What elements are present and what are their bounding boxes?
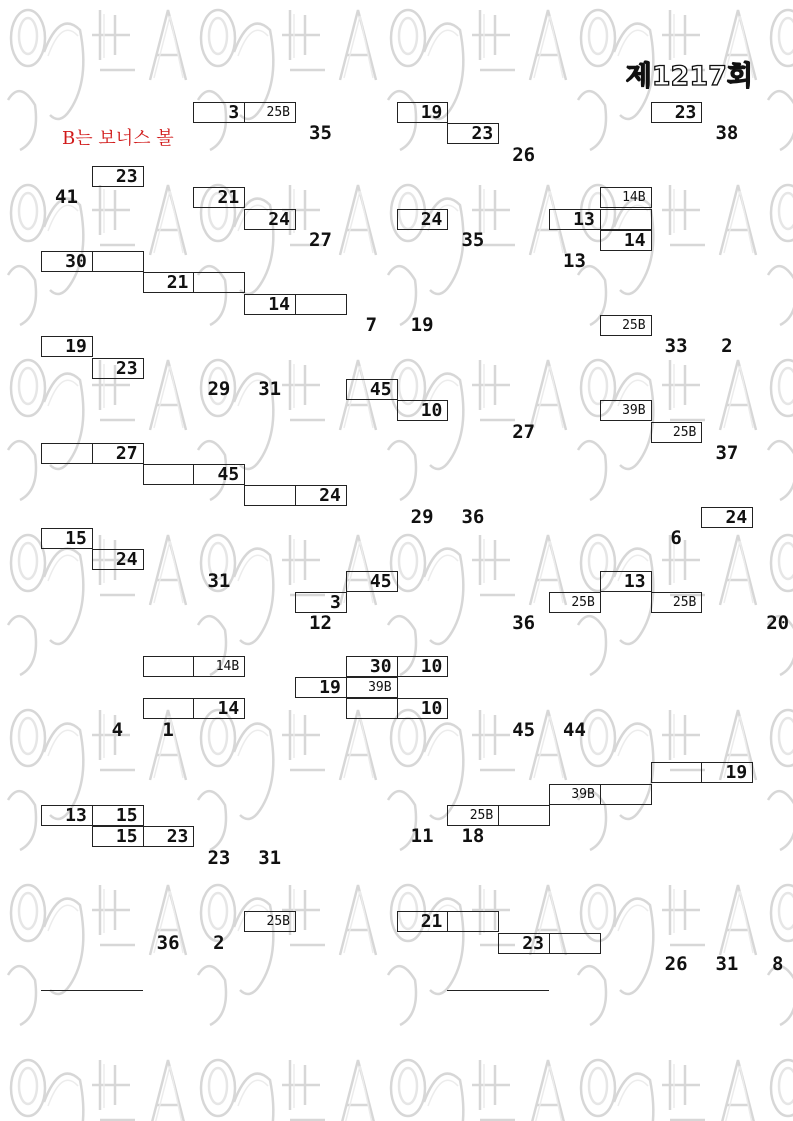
number-box: 45 xyxy=(346,379,398,400)
drawn-number: 26 xyxy=(512,143,536,166)
drawn-number: 37 xyxy=(715,441,739,464)
number-box: 21 xyxy=(397,911,449,932)
number-box: 3 xyxy=(295,592,347,613)
drawn-number: 13 xyxy=(563,250,586,273)
drawn-number: 4 xyxy=(111,718,124,741)
bonus-note: B는 보너스 볼 xyxy=(62,128,174,149)
number-box: 24 xyxy=(92,549,144,570)
bonus-number-box: 25B xyxy=(600,315,652,336)
number-box: 23 xyxy=(447,123,499,144)
drawn-number: 31 xyxy=(207,569,231,592)
number-box xyxy=(244,485,296,506)
number-box xyxy=(295,294,347,315)
number-box: 14 xyxy=(600,230,652,251)
bonus-number-box: 39B xyxy=(549,784,601,805)
number-box xyxy=(600,209,652,230)
number-box: 24 xyxy=(295,485,347,506)
number-box: 24 xyxy=(397,209,449,230)
drawn-number: 8 xyxy=(771,953,784,975)
number-box xyxy=(600,784,652,805)
drawn-number: 2 xyxy=(721,335,733,358)
bonus-number-box: 39B xyxy=(346,677,398,698)
number-box: 15 xyxy=(92,805,144,826)
drawn-number: 19 xyxy=(410,314,434,336)
bonus-number-box: 25B xyxy=(549,592,601,613)
bonus-number-box: 25B xyxy=(651,592,703,613)
bonus-number-box: 39B xyxy=(600,400,652,421)
number-box: 21 xyxy=(143,272,195,293)
drawn-number: 38 xyxy=(715,122,739,145)
number-box: 27 xyxy=(92,443,144,464)
drawn-number: 18 xyxy=(461,825,485,848)
number-box xyxy=(41,443,93,464)
drawn-number: 29 xyxy=(207,377,231,400)
number-box xyxy=(346,698,398,719)
bonus-number-box: 25B xyxy=(447,805,499,826)
number-box: 10 xyxy=(397,400,449,421)
drawn-number: 23 xyxy=(207,846,231,869)
number-box xyxy=(651,762,703,783)
drawn-number: 27 xyxy=(512,420,536,443)
drawn-number: 36 xyxy=(156,931,180,954)
drawn-number: 31 xyxy=(258,377,282,400)
number-box: 21 xyxy=(193,187,245,208)
number-box: 24 xyxy=(244,209,296,230)
number-box: 15 xyxy=(41,528,93,549)
drawn-number: 2 xyxy=(213,931,225,954)
number-box: 30 xyxy=(41,251,93,272)
number-box xyxy=(92,251,144,272)
number-box: 23 xyxy=(92,358,144,379)
number-box: 19 xyxy=(41,336,93,357)
drawn-number: 20 xyxy=(766,612,790,635)
number-box: 23 xyxy=(143,826,195,847)
bonus-number-box: 14B xyxy=(193,656,245,677)
signature-line xyxy=(41,990,143,991)
number-box: 19 xyxy=(397,102,449,123)
drawn-number: 41 xyxy=(55,186,78,209)
drawn-number: 31 xyxy=(258,846,282,869)
number-box: 10 xyxy=(397,656,449,677)
number-box xyxy=(498,805,550,826)
drawn-number: 11 xyxy=(410,825,434,848)
draw-round-title: 제1217회 xyxy=(625,61,753,92)
number-box xyxy=(143,656,195,677)
number-box xyxy=(193,272,245,293)
drawn-number: 35 xyxy=(309,122,332,145)
number-box: 45 xyxy=(193,464,245,485)
number-box: 23 xyxy=(651,102,703,123)
drawn-number: 29 xyxy=(410,505,434,528)
number-box: 19 xyxy=(295,677,347,698)
number-box: 23 xyxy=(92,166,144,187)
drawn-number: 45 xyxy=(512,718,536,741)
number-box xyxy=(143,698,195,719)
number-box xyxy=(549,933,601,954)
number-box: 19 xyxy=(701,762,753,783)
drawn-number: 6 xyxy=(670,527,682,549)
drawn-number: 1 xyxy=(162,718,174,741)
drawn-number: 36 xyxy=(461,505,485,528)
number-box xyxy=(447,911,499,932)
number-box: 15 xyxy=(92,826,144,847)
number-box xyxy=(143,464,195,485)
number-box: 13 xyxy=(549,209,601,230)
drawn-number: 26 xyxy=(664,953,688,975)
bonus-number-box: 25B xyxy=(651,422,703,443)
drawn-number: 7 xyxy=(365,314,378,336)
number-box: 24 xyxy=(701,507,753,528)
number-box: 23 xyxy=(498,933,550,954)
number-box: 13 xyxy=(41,805,93,826)
number-box: 14 xyxy=(193,698,245,719)
drawn-number: 31 xyxy=(715,953,739,975)
drawn-number: 36 xyxy=(512,612,536,635)
number-box: 10 xyxy=(397,698,449,719)
drawn-number: 35 xyxy=(461,228,485,251)
bonus-number-box: 25B xyxy=(244,911,296,932)
drawn-number: 12 xyxy=(309,612,332,635)
number-box: 14 xyxy=(244,294,296,315)
number-box: 3 xyxy=(193,102,245,123)
drawn-number: 44 xyxy=(563,718,586,741)
bonus-number-box: 25B xyxy=(244,102,296,123)
drawn-number: 27 xyxy=(309,228,332,251)
number-box: 13 xyxy=(600,571,652,592)
signature-line xyxy=(447,990,549,991)
drawn-number: 33 xyxy=(664,335,688,358)
number-box: 30 xyxy=(346,656,398,677)
bonus-number-box: 14B xyxy=(600,187,652,208)
number-box: 45 xyxy=(346,571,398,592)
